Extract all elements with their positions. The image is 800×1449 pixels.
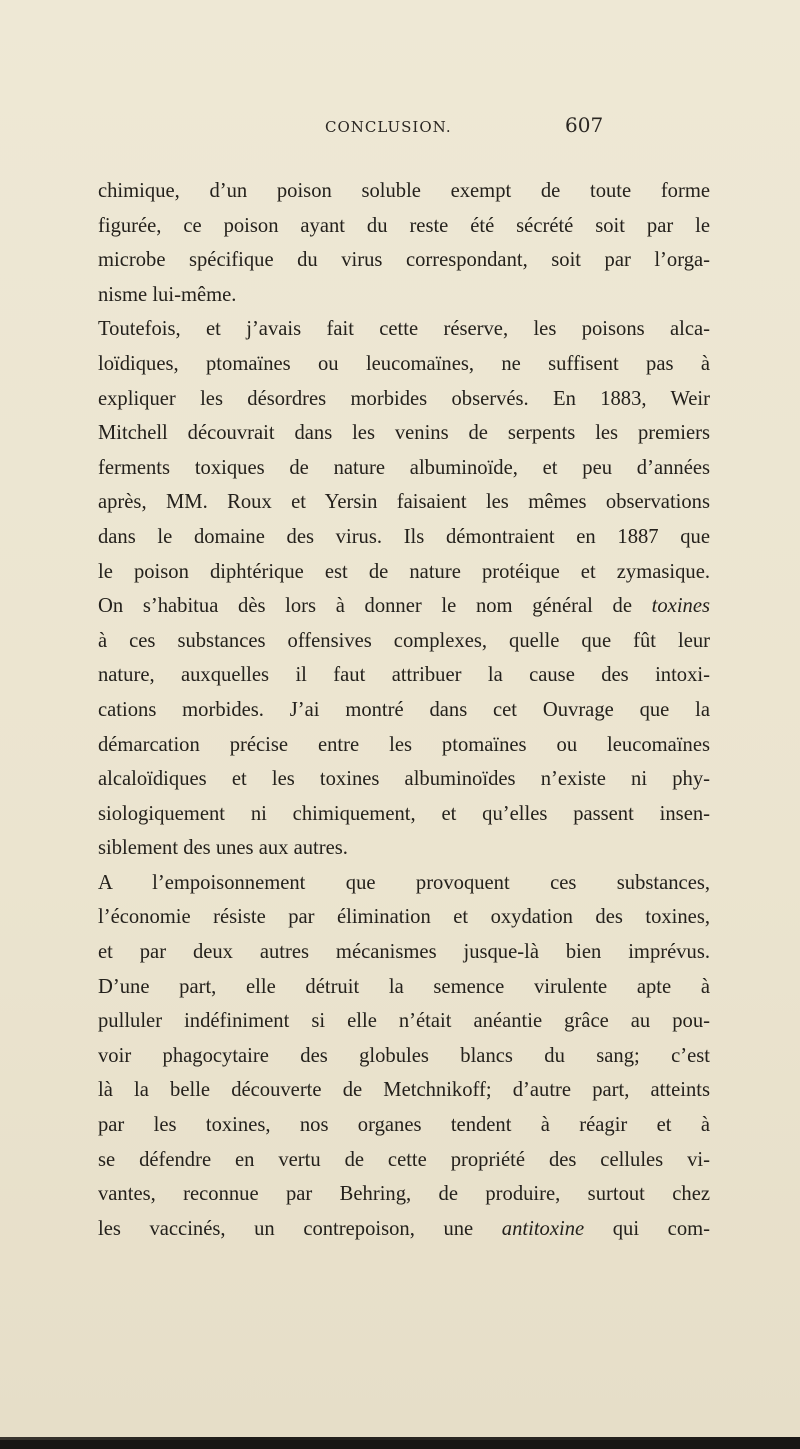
text-line: vantes, reconnue par Behring, de produire, surtout chez: [98, 1183, 710, 1206]
text-line: l’économie résiste par élimination et oxydation des toxines,: [98, 906, 710, 929]
text-line: cations morbides. J’ai montré dans cet Ouvrage que la: [98, 698, 710, 721]
section-title: CONCLUSION.: [325, 118, 452, 136]
text-line: après, MM. Roux et Yersin faisaient les mêmes observations: [98, 491, 710, 514]
page-bottom-edge: [0, 1440, 800, 1449]
italic-term-antitoxine: antitoxine: [501, 1217, 585, 1240]
italic-term-toxines: toxines: [651, 595, 710, 618]
text-line: là la belle découverte de Metchnikoff; d’autre part, atteints: [98, 1079, 710, 1102]
text-segment: qui com-: [584, 1217, 710, 1240]
paragraph-start-line: Toutefois, et j’avais fait cette réserve, les poisons alca-: [98, 318, 710, 341]
paragraph-start-line: A l’empoisonnement que provoquent ces substances,: [98, 871, 710, 894]
text-line: nature, auxquelles il faut attribuer la cause des intoxi-: [98, 664, 710, 687]
text-line: ferments toxiques de nature albuminoïde, et peu d’années: [98, 456, 710, 479]
text-line: [98, 589, 710, 624]
text-line: loïdiques, ptomaïnes ou leucomaïnes, ne suffisent pas à: [98, 352, 710, 375]
text-line: par les toxines, nos organes tendent à réagir et à: [98, 1114, 710, 1137]
text-line: à ces substances offensives complexes, quelle que fût leur: [98, 629, 710, 652]
text-segment: On s’habitua dès lors à donner le nom général de: [98, 595, 652, 618]
text-line: et par deux autres mécanismes jusque-là bien imprévus.: [98, 941, 710, 964]
text-line: démarcation précise entre les ptomaïnes ou leucomaïnes: [98, 733, 710, 756]
text-line: alcaloïdiques et les toxines albuminoïdes n’existe ni phy-: [98, 768, 710, 791]
text-line: nisme lui-même.: [98, 283, 237, 306]
text-line: microbe spécifique du virus correspondant, soit par l’orga-: [98, 249, 710, 272]
text-line: [98, 1212, 710, 1247]
text-line: Mitchell découvrait dans les venins de serpents les premiers: [98, 422, 710, 445]
text-line: figurée, ce poison ayant du reste été sécrété soit par le: [98, 214, 710, 237]
text-line: dans le domaine des virus. Ils démontraient en 1887 que: [98, 525, 710, 548]
text-line: se défendre en vertu de cette propriété des cellules vi-: [98, 1148, 710, 1171]
text-line: voir phagocytaire des globules blancs du sang; c’est: [98, 1044, 710, 1067]
running-head: [0, 113, 800, 149]
text-line: D’une part, elle détruit la semence virulente apte à: [98, 975, 710, 998]
text-line: siblement des unes aux autres.: [98, 837, 348, 860]
text-line: pulluler indéfiniment si elle n’était anéantie grâce au pou-: [98, 1010, 710, 1033]
body-text: [98, 174, 710, 1246]
text-line: siologiquement ni chimiquement, et qu’elles passent insen-: [98, 802, 710, 825]
text-segment: les vaccinés, un contrepoison, une: [98, 1217, 502, 1240]
text-line: le poison diphtérique est de nature protéique et zymasique.: [98, 560, 710, 583]
text-line: expliquer les désordres morbides observés. En 1883, Weir: [98, 387, 710, 410]
page-number: 607: [565, 113, 604, 137]
text-line: chimique, d’un poison soluble exempt de toute forme: [98, 180, 710, 202]
